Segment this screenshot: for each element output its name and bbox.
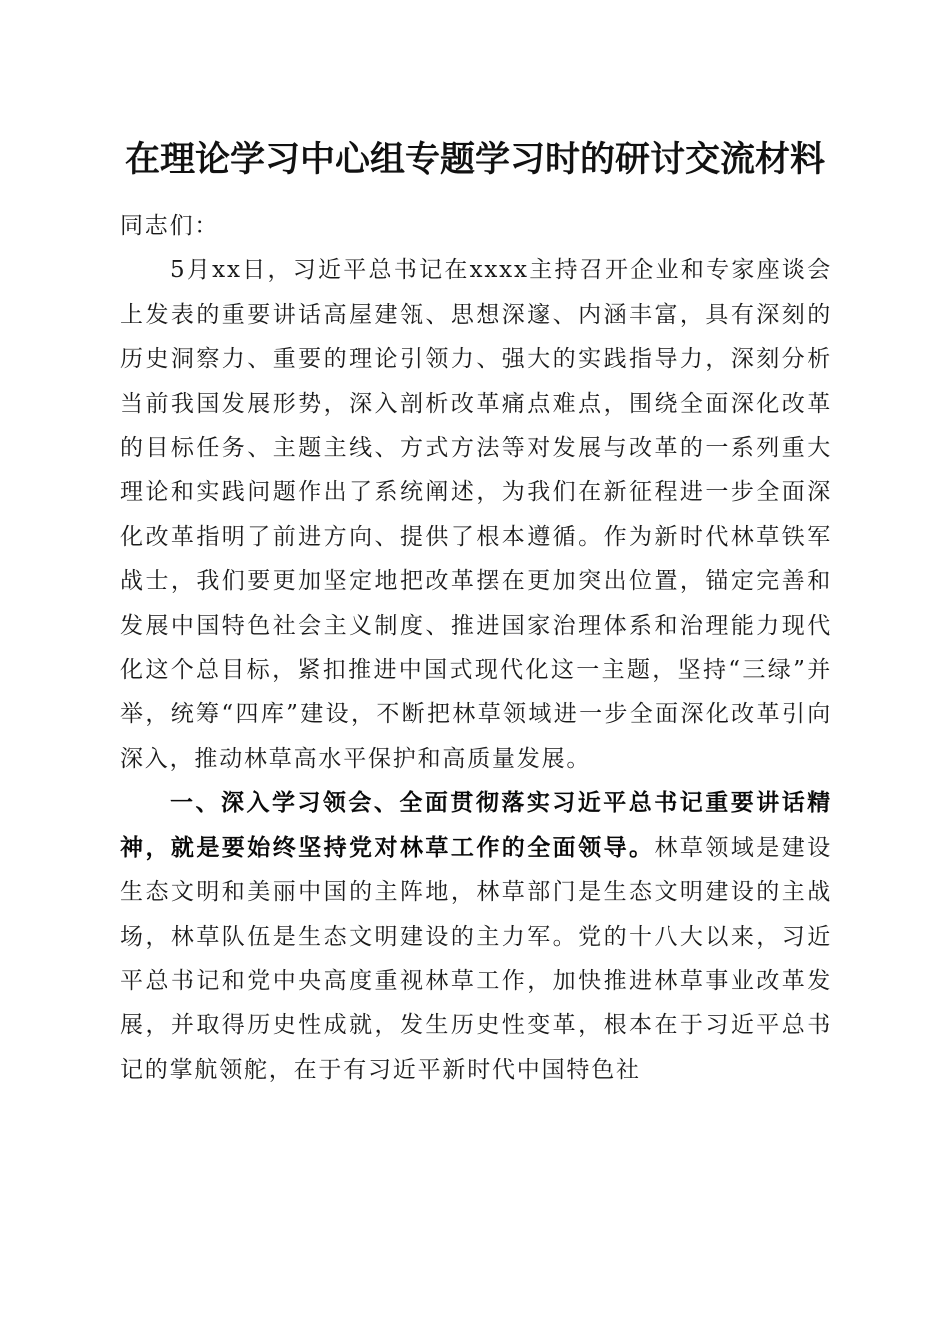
document-body <box>120 204 832 1092</box>
section-1-heading: 一、深入学习领会、全面贯彻落实习近平总书记重要讲话精神，就是要始终坚持党对林草工作的全面领导。 <box>120 790 832 861</box>
paragraph: 5月xx日，习近平总书记在xxxx主持召开企业和专家座谈会上发表的重要讲话高屋建瓴、思想深邃、内涵丰富，具有深刻的历史洞察力、重要的理论引领力、强大的实践指导力，深刻分析当前我国发展形势，深入剖析改革痛点难点，围绕全面深化改革的目标任务、主题主线、方式方法等对发展与改革的一系列重大理论和实践问题作出了系统阐述，为我们在新征程进一步全面深化改革指明了前进方向、提供了根本遵循。作为新时代林草铁军战士，我们要更加坚定地把改革摆在更加突出位置，锚定完善和发展中国特色社会主义制度、推进国家治理体系和治理能力现代化这个总目标，紧扣推进中国式现代化这一主题，坚持“三绿”并举，统筹“四库”建设，不断把林草领域进一步全面深化改革引向深入，推动林草高水平保护和高质量发展。 <box>120 257 832 772</box>
greeting: 同志们： <box>120 213 220 239</box>
document-title: 在理论学习中心组专题学习时的研讨交流材料 <box>124 139 825 180</box>
section-1-paragraph <box>120 781 832 1092</box>
section-1-text: 林草领域是建设生态文明和美丽中国的主阵地，林草部门是生态文明建设的主战场，林草队伍是生态文明建设的主力军。党的十八大以来，习近平总书记和党中央高度重视林草工作，加快推进林草事业改革发展，并取得历史性成就，发生历史性变革，根本在于习近平总书记的掌航领舵，在于有习近平新时代中国特色社 <box>120 834 832 1083</box>
